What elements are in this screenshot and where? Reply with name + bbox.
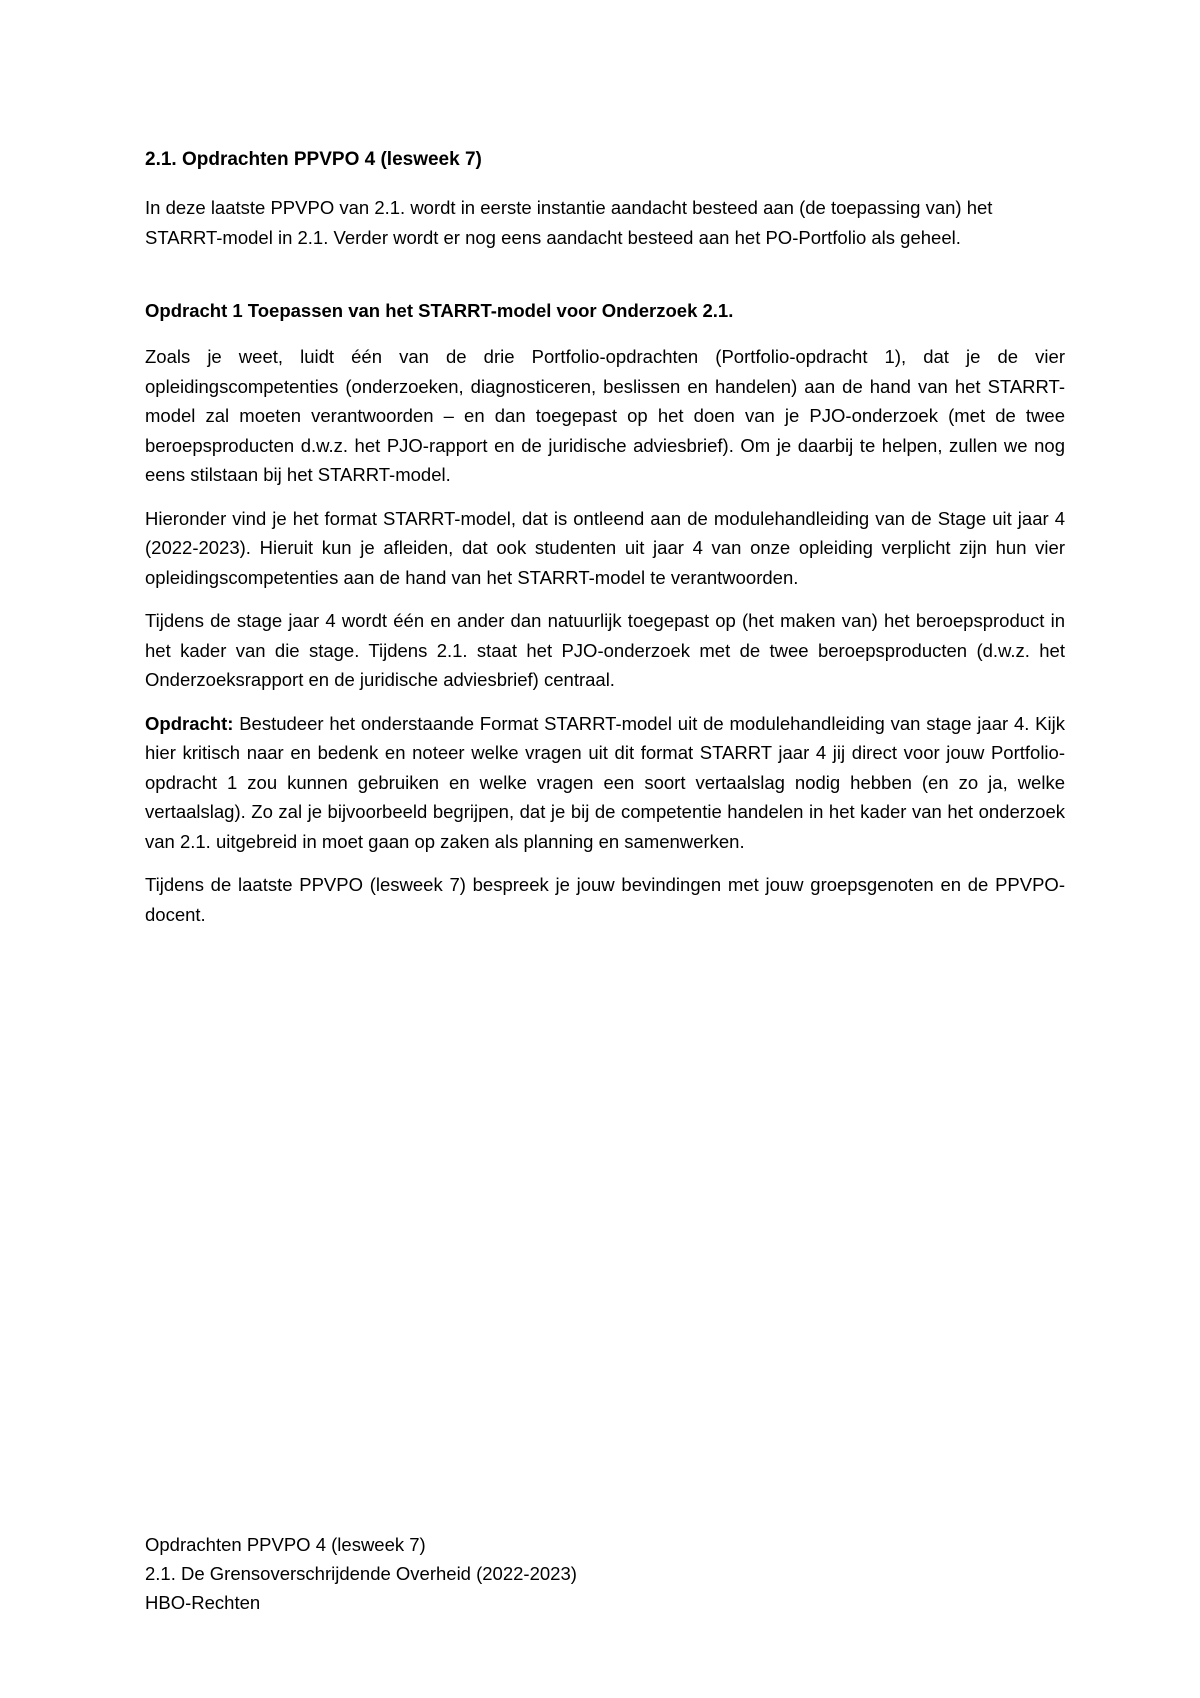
document-body [145,145,1065,943]
page-footer [145,1530,1045,1617]
intro-paragraph: In deze laatste PPVPO van 2.1. wordt in eerste instantie aandacht besteed aan (de toepassing van) het STARRT-model in 2.1. Verder wordt er nog eens aandacht besteed aan het PO-Portfolio als geheel. [145,197,993,248]
opdracht-label: Opdracht: [145,712,234,734]
footer-line-1: Opdrachten PPVPO 4 (lesweek 7) [145,1534,426,1555]
footer-line-2: 2.1. De Grensoverschrijdende Overheid (2022-2023) [145,1563,577,1584]
page-title: 2.1. Opdrachten PPVPO 4 (lesweek 7) [145,149,482,170]
paragraph-format-starrt: Hieronder vind je het format STARRT-model, dat is ontleend aan de modulehandleiding van de Stage uit jaar 4 (2022-2023). Hieruit kun je afleiden, dat ook studenten uit jaar 4 van onze opleiding verplicht zijn hun vier opleidingscompetenties aan de hand van het STARRT-model te verantwoorden. [145,507,1065,588]
paragraph-portfolio-opdracht: Zoals je weet, luidt één van de drie Portfolio-opdrachten (Portfolio-opdracht 1), dat je de vier opleidingscompetenties (onderzoeken, diagnosticeren, beslissen en handelen) aan de hand van het STARRT-model zal moeten verantwoorden – en dan toegepast op het doen van je PJO-onderzoek (met de twee beroepsproducten d.w.z. het PJO-rapport en de juridische adviesbrief). Om je daarbij te helpen, zullen we nog eens stilstaan bij het STARRT-model. [145,346,1065,485]
opdracht-text: Bestudeer het onderstaande Format STARRT-model uit de modulehandleiding van stage jaar 4. Kijk hier kritisch naar en bedenk en noteer welke vragen uit dit format STARRT jaar 4 jij direct voor jouw Portfolio-opdracht 1 zou kunnen gebruiken en welke vragen een soort vertaalslag nodig hebben (en zo ja, welke vertaalslag). Zo zal je bijvoorbeeld begrijpen, dat je bij de competentie handelen in het kader van het onderzoek van 2.1. uitgebreid in moet gaan op zaken als planning en samenwerken. [145,712,1065,852]
section-title-opdracht-1: Opdracht 1 Toepassen van het STARRT-model voor Onderzoek 2.1. [145,300,734,321]
paragraph-opdracht [145,709,1065,857]
paragraph-stage-jaar-4: Tijdens de stage jaar 4 wordt één en ander dan natuurlijk toegepast op (het maken van) het beroepsproduct in het kader van die stage. Tijdens 2.1. staat het PJO-onderzoek met de twee beroepsproducten (d.w.z. het Onderzoeksrapport en de juridische adviesbrief) centraal. [145,610,1065,690]
footer-line-3: HBO-Rechten [145,1592,261,1613]
paragraph-bespreking: Tijdens de laatste PPVPO (lesweek 7) bespreek je jouw bevindingen met jouw groepsgenoten en de PPVPO-docent. [145,874,1065,925]
